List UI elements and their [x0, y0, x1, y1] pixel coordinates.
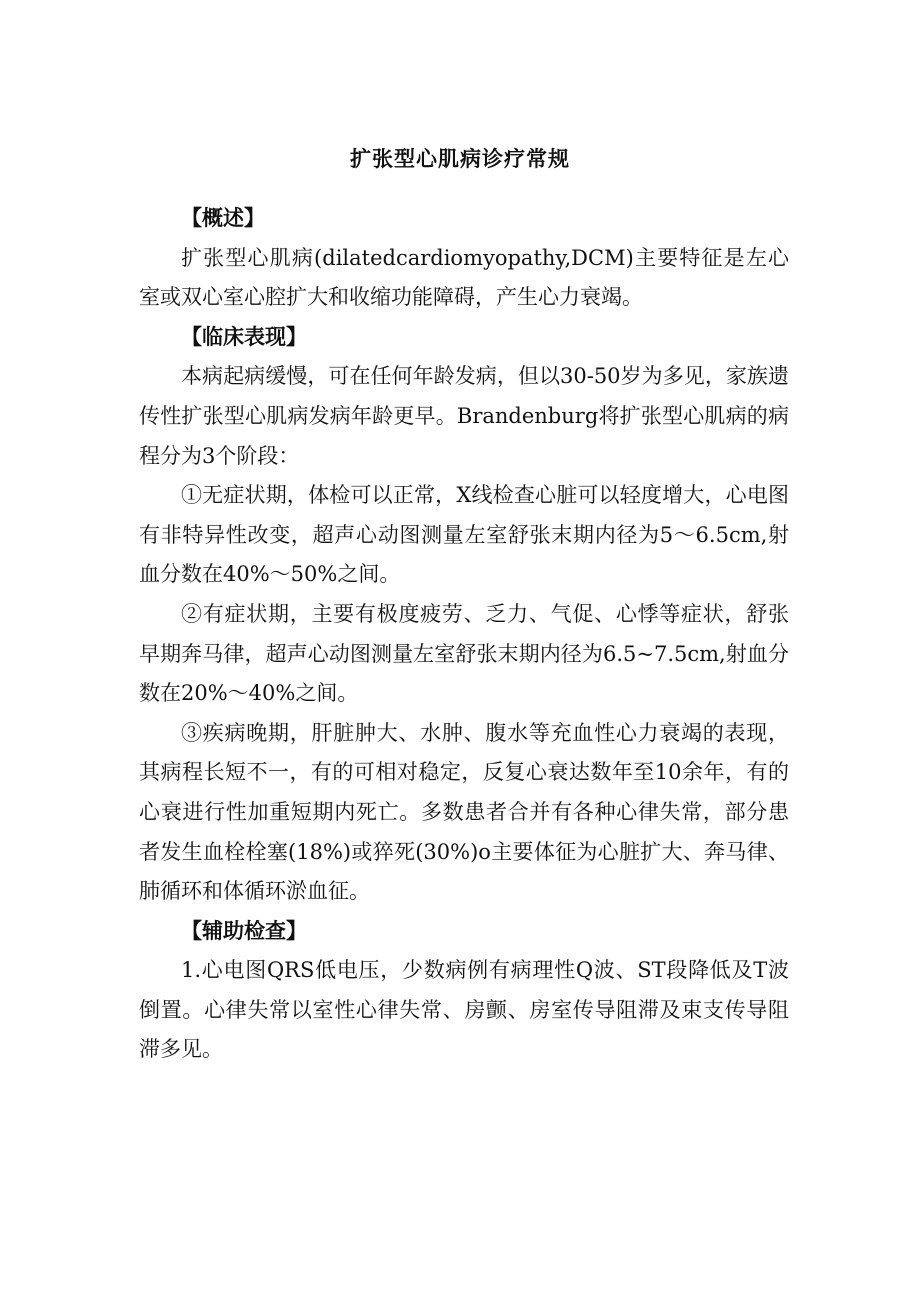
section-overview — [139, 199, 789, 318]
document-body — [139, 199, 789, 1070]
auxiliary-paragraph-ecg: 1.心电图QRS低电压，少数病例有病理性Q波、ST段降低及T波倒置。心律失常以室性心律失常、房颤、房室传导阻滞及束支传导阻滞多见。 — [139, 958, 789, 1062]
overview-paragraph: 扩张型心肌病(dilatedcardiomyopathy,DCM)主要特征是左心室或双心室心腔扩大和收缩功能障碍，产生心力衰竭。 — [139, 245, 789, 310]
section-heading-auxiliary: 【辅助检查】 — [181, 918, 307, 943]
document-title: 扩张型心肌病诊疗常规 — [350, 147, 570, 171]
section-clinical-manifestations — [139, 318, 789, 912]
clinical-paragraph-intro: 本病起病缓慢，可在任何年龄发病，但以30-50岁为多见，家族遗传性扩张型心肌病发病年龄更早。Brandenburg将扩张型心肌病的病程分为3个阶段： — [139, 364, 789, 468]
section-auxiliary-exams — [139, 912, 789, 1070]
section-heading-clinical: 【临床表现】 — [181, 324, 307, 349]
clinical-paragraph-stage-1: ①无症状期，体检可以正常，X线检查心脏可以轻度增大，心电图有非特异性改变，超声心动图测量左室舒张末期内径为5～6.5cm,射血分数在40%～50%之间。 — [139, 483, 789, 587]
clinical-paragraph-stage-3: ③疾病晚期，肝脏肿大、水肿、腹水等充血性心力衰竭的表现，其病程长短不一，有的可相对稳定，反复心衰达数年至10余年，有的心衰进行性加重短期内死亡。多数患者合并有各种心律失常，部分患者发生血栓栓塞(18%)或猝死(30%)o主要体征为心脏扩大、奔马律、肺循环和体循环淤血征。 — [139, 720, 789, 904]
section-heading-overview: 【概述】 — [181, 206, 265, 230]
clinical-paragraph-stage-2: ②有症状期，主要有极度疲劳、乏力、气促、心悸等症状，舒张早期奔马律，超声心动图测量左室舒张末期内径为6.5~7.5cm,射血分数在20%～40%之间。 — [139, 601, 789, 706]
